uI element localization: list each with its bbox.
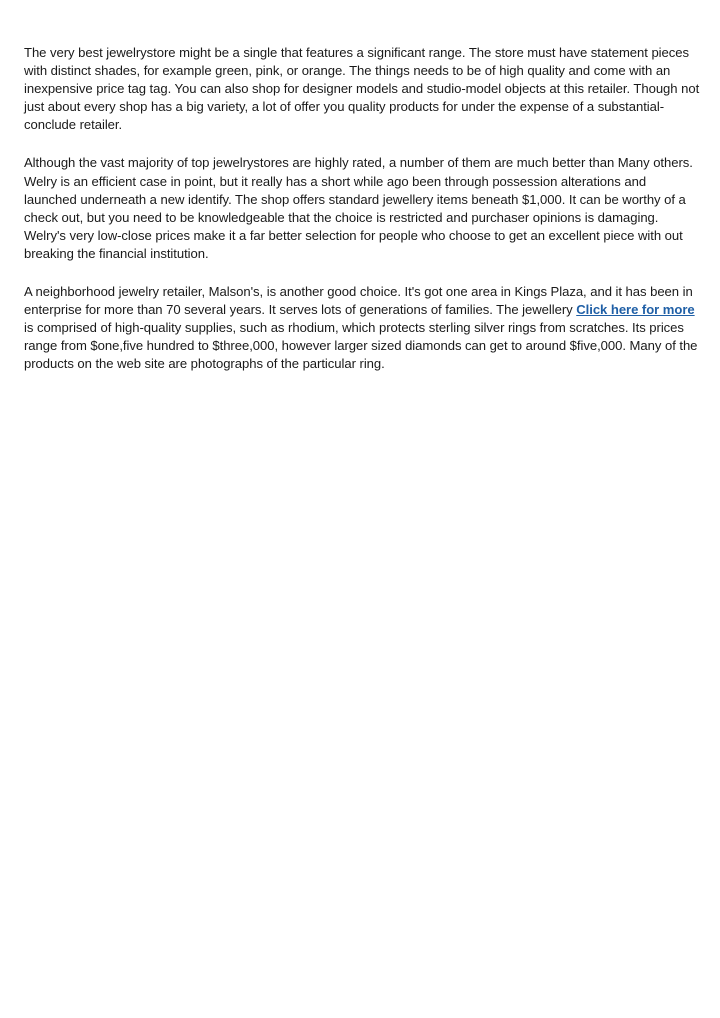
paragraph-3-text-before: A neighborhood jewelry retailer, Malson's, is another good choice. It's got one area in Kings Plaza, and it has been in enterprise for more than 70 several years. It serves lots of generations of families. The jewellery: [24, 284, 693, 318]
paragraph-3: [24, 283, 700, 373]
paragraph-3-text-after: is comprised of high-quality supplies, such as rhodium, which protects sterling silver rings from scratches. Its prices range from $one,five hundred to $three,000, however larger sized diamonds can get to around $five,000. Many of the products on the web site are photographs of the particular ring.: [24, 320, 698, 372]
paragraph-2: Although the vast majority of top jewelrystores are highly rated, a number of them are much better than Many others. Welry is an efficient case in point, but it really has a short while ago been through possession alterations and launched underneath a new identify. The shop offers standard jewellery items beneath $1,000. It can be worthy of a check out, but you need to be knowledgeable that the choice is restricted and purchaser opinions is damaging. Welry's very low-close prices make it a far better selection for people who choose to get an excellent piece with out breaking the financial institution.: [24, 155, 693, 261]
click-here-for-more-link[interactable]: Click here for more: [576, 302, 695, 318]
document-body: [24, 44, 700, 394]
paragraph-1: The very best jewelrystore might be a single that features a significant range. The store must have statement pieces with distinct shades, for example green, pink, or orange. The things needs to be of high quality and come with an inexpensive price tag tag. You can also shop for designer models and studio-model objects at this retailer. Though not just about every shop has a big variety, a lot of offer you quality products for under the expense of a substantial-conclude retailer.: [24, 45, 700, 133]
